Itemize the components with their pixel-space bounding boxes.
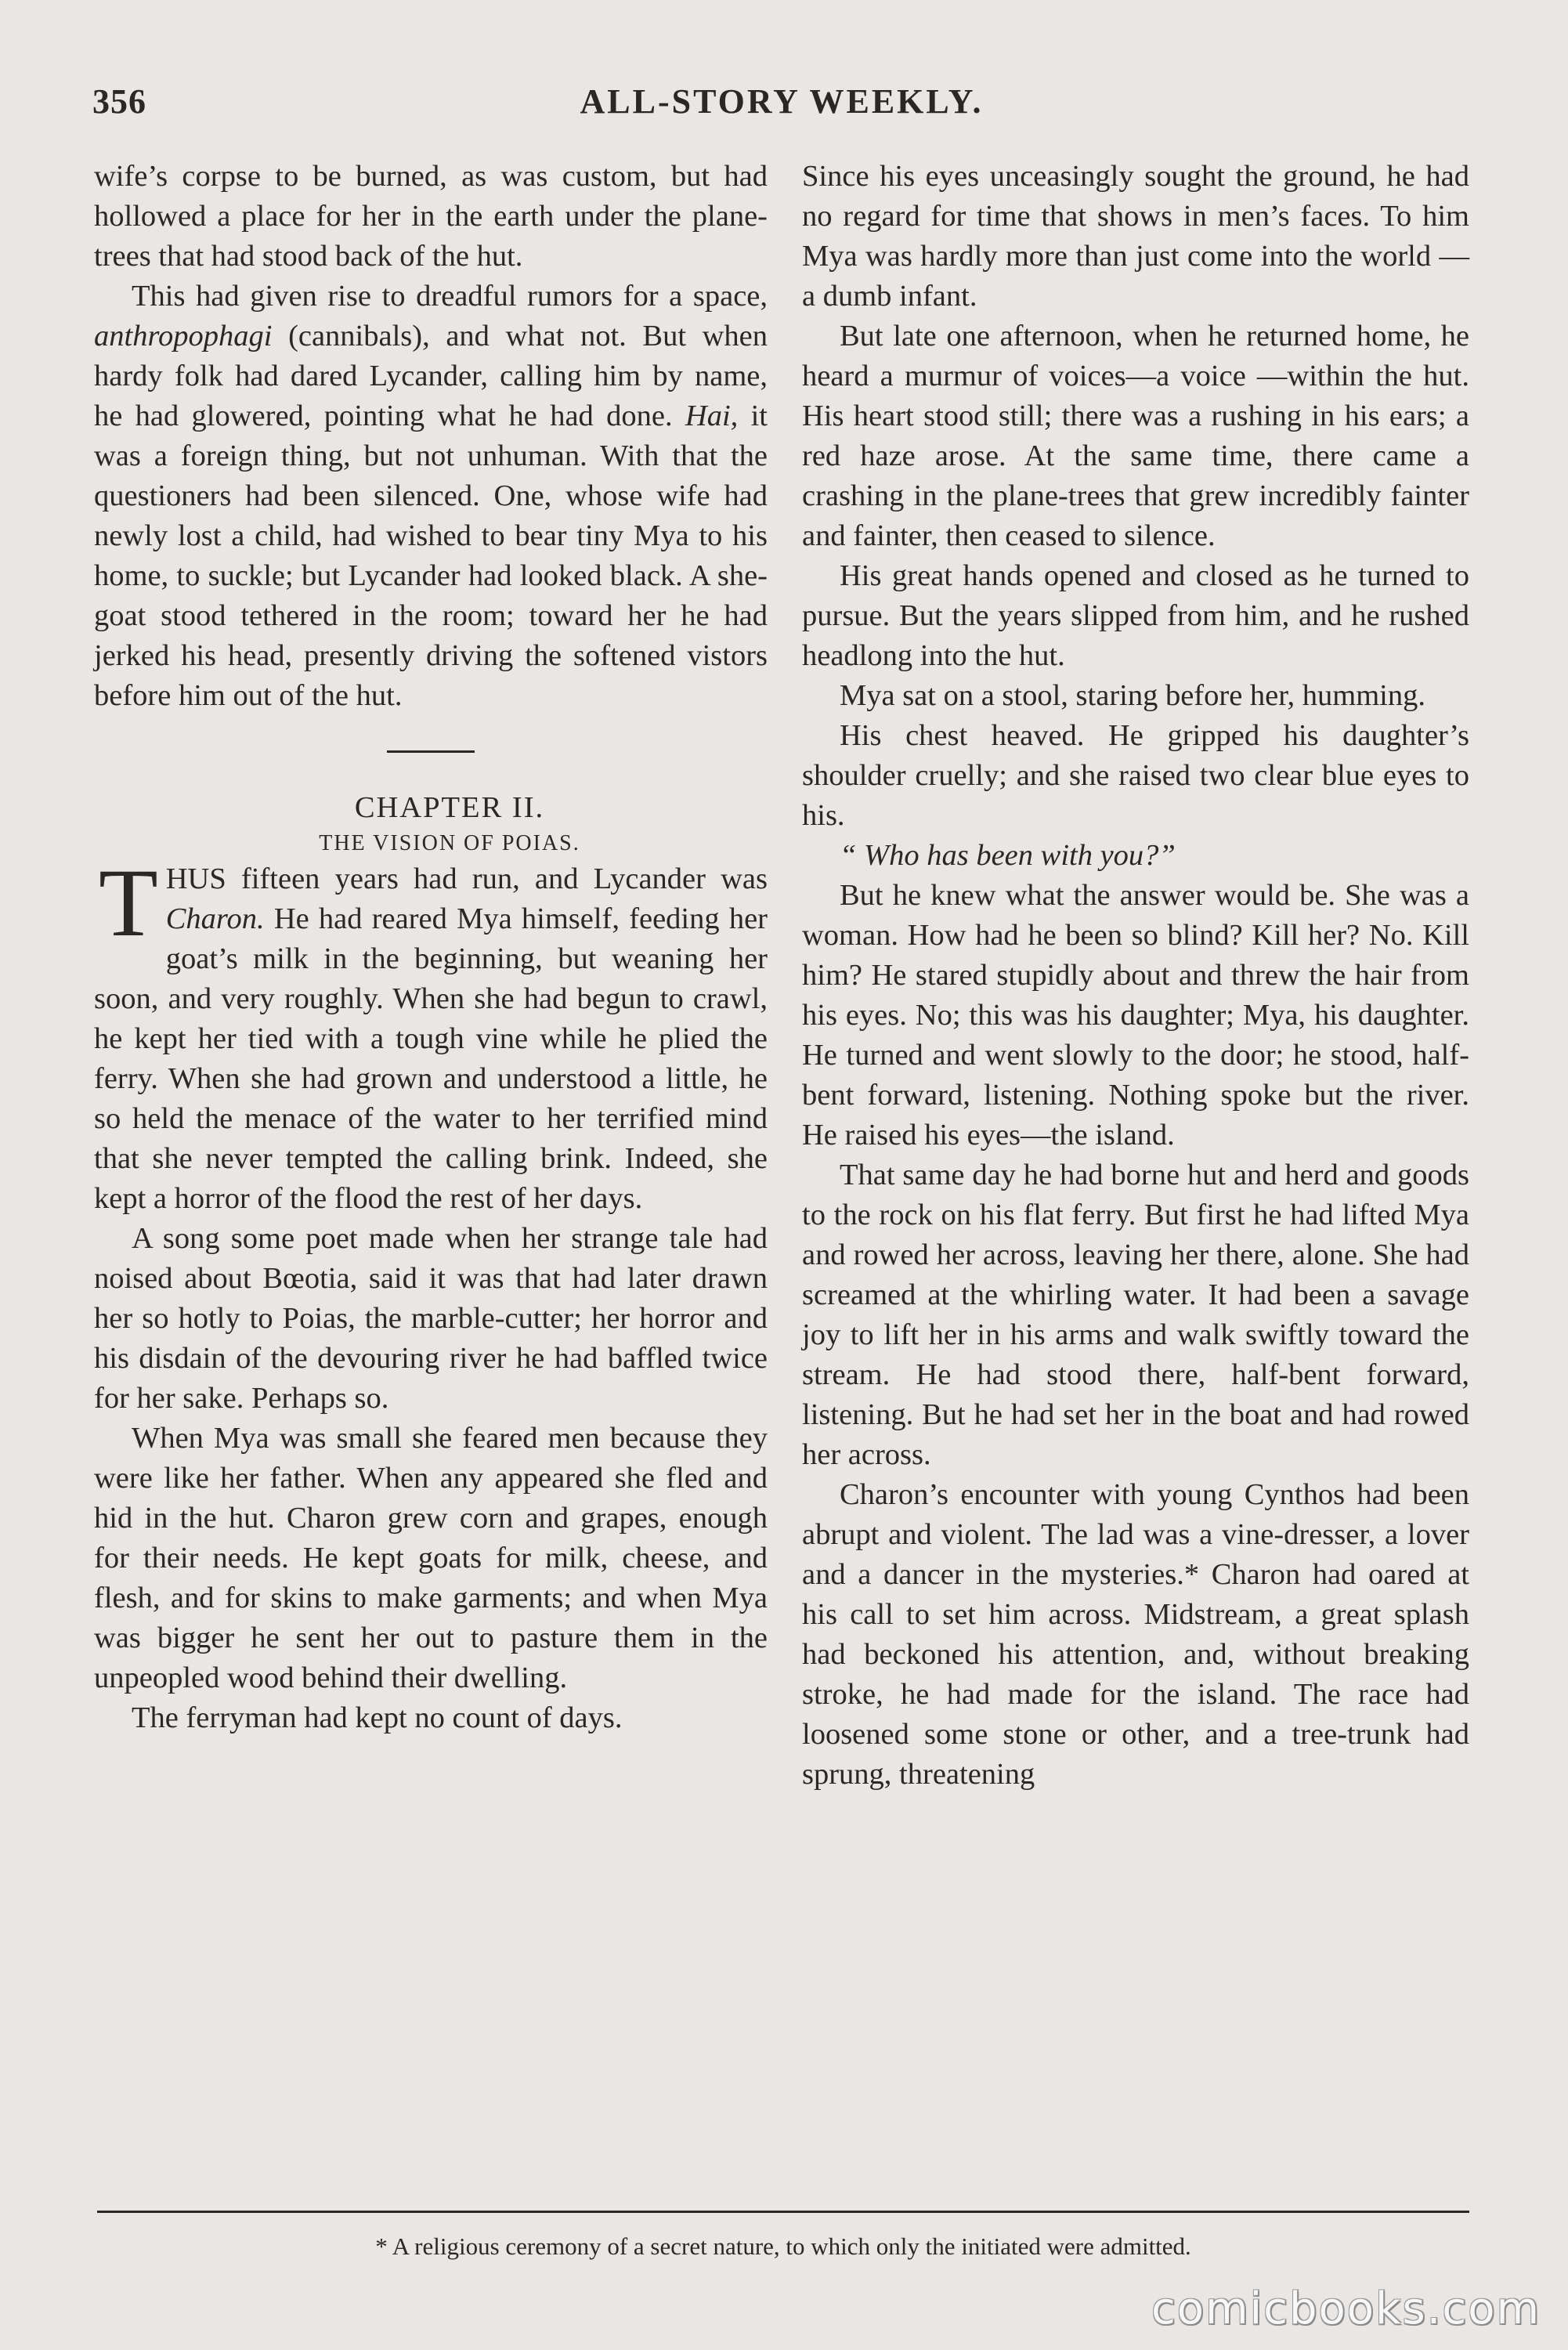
chapter-title: CHAPTER II. [354,791,545,824]
paragraph: But late one afternoon, when he returned home, he heard a murmur of voices—a voice —within the hut. His heart stood still; there was a rushing in his ears; a red haze arose. At the same time, there came a crashing in the plane-trees that grew incredibly fainter and fainter, then ceased to silence. [802,320,1469,552]
paragraph: But he knew what the answer would be. She was a woman. How had he been so blind? Kill her? No. Kill him? He stared stupidly about and threw the hair from his eyes. No; this was his daughter; Mya, his daughter. He turned and went slowly to the door; he stood, half-bent forward, listening. Nothing spoke but the river. He raised his eyes—the island. [802,879,1469,1152]
paragraph: wife’s corpse to be burned, as was custom, but had hollowed a place for her in the earth under the plane-trees that had stood back of the hut. [94,160,768,273]
dialogue-line: “ Who has been with you?” [840,839,1176,872]
paragraph: His chest heaved. He gripped his daughter’s shoulder cruelly; and she raised two clear blue eyes to his. [802,719,1469,832]
paragraph: His great hands opened and closed as he turned to pursue. But the years slipped from him, and he rushed headlong into the hut. [802,559,1469,672]
paragraph: Mya sat on a stool, staring before her, humming. [840,679,1425,712]
chapter-subtitle: THE VISION OF POIAS. [319,831,580,855]
paragraph: A song some poet made when her strange tale had noised about Bœotia, said it was that had later drawn her so hotly to Poias, the marble-cutter; her horror and his disdain of the devouring river he had baffled twice for her sake. Perhaps so. [94,1222,768,1415]
running-head: ALL-STORY WEEKLY. [580,82,984,121]
drop-cap: T [99,849,158,956]
footnote-rule [97,2211,1469,2213]
section-divider [387,750,475,753]
paragraph: This had given rise to dreadful rumors for a space, anthropophagi (cannibals), and what not. But when hardy folk had dared Lycander, calling him by name, he had glowered, pointing what he had done. Hai, it was a foreign thing, but not unhuman. With that the questioners had been silenced. One, whose wife had newly lost a child, had wished to bear tiny Mya to his home, to suckle; but Lycander had looked black. A she-goat stood tethered in the room; toward her he had jerked his head, presently driving the softened vistors before him out of the hut. [94,280,768,712]
left-column [94,157,768,1738]
paragraph: When Mya was small she feared men because they were like her father. When any appeared she fled and hid in the hut. Charon grew corn and grapes, enough for their needs. He kept goats for milk, cheese, and flesh, and for skins to make garments; and when Mya was bigger he sent her out to pasture them in the unpeopled wood behind their dwelling. [94,1422,768,1694]
paragraph: That same day he had borne hut and herd and goods to the rock on his flat ferry. But first he had lifted Mya and rowed her across, leaving her there, alone. She had screamed at the whirling water. It had been a savage joy to lift her in his arms and walk swiftly toward the stream. He had stood there, half-bent forward, listening. But he had set her in the boat and had rowed her across. [802,1159,1469,1471]
footnote: * A religious ceremony of a secret nature, to which only the initiated were admitted. [375,2232,1191,2260]
page-header [92,81,1471,128]
watermark: comicbooks.com [1151,2283,1541,2334]
paragraph: Since his eyes unceasingly sought the ground, he had no regard for time that shows in men’s faces. To him Mya was hardly more than just come into the world —a dumb infant. [802,160,1469,313]
right-column [802,157,1469,1795]
paragraph: Charon’s encounter with young Cynthos had been abrupt and violent. The lad was a vine-dresser, a lover and a dancer in the mysteries.* Charon had oared at his call to set him across. Midstream, a great splash had beckoned his attention, and, without breaking stroke, he had made for the island. The race had loosened some stone or other, and a tree-trunk had sprung, threatening [802,1478,1469,1791]
paragraph: THUS fifteen years had run, and Lycander was Charon. He had reared Mya himself, feeding her goat’s milk in the beginning, but weaning her soon, and very roughly. When she had begun to crawl, he kept her tied with a tough vine while he plied the ferry. When she had grown and understood a little, he so held the menace of the water to her terrified mind that she never tempted the calling brink. Indeed, she kept a horror of the flood the rest of her days. [94,849,768,1215]
page-number: 356 [92,82,146,121]
paragraph: The ferryman had kept no count of days. [132,1701,623,1734]
